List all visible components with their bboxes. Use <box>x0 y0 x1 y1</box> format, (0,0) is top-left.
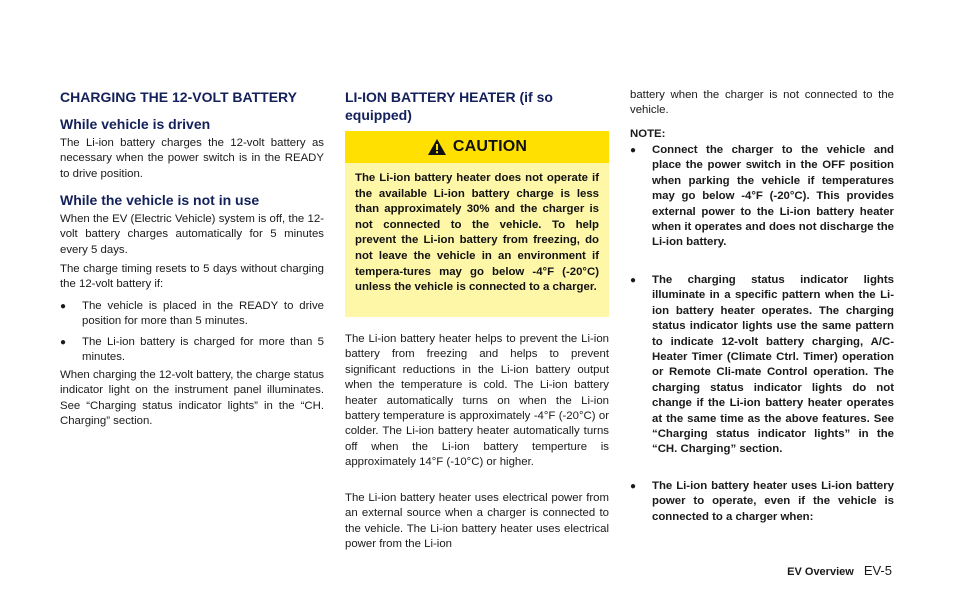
bullet-dot: ● <box>60 337 67 348</box>
list-item: ● Connect the charger to the vehicle and place the power switch in the OFF position when parking the vehicle if temperatures may go below -4°F (-20°C). This provides external power to the Li-ion battery heater when it operates and does not discharge the Li-ion battery. <box>630 144 894 249</box>
paragraph-charge-timing: The charge timing resets to 5 days without charging the 12-volt battery if: <box>60 263 324 291</box>
bullet-dot: ● <box>630 275 637 286</box>
paragraph-ev-off: When the EV (Electric Vehicle) system is off, the 12-volt battery charges automatically for 5 minutes every 5 days. <box>60 213 324 256</box>
list-item: ● The Li-ion battery heater uses Li-ion battery power to operate, even if the vehicle is connected to a charger when: <box>630 480 894 523</box>
bullet-dot: ● <box>60 301 67 312</box>
paragraph-while-driven: The Li-ion battery charges the 12-volt battery as necessary when the power switch is in the READY to drive position. <box>60 137 324 180</box>
section-heading-battery-heater: LI-ION BATTERY HEATER (if so equipped) <box>345 89 553 123</box>
list-item: ● The Li-ion battery is charged for more than 5 minutes. <box>60 336 324 364</box>
bullet-dot: ● <box>630 145 637 156</box>
paragraph-continued: battery when the charger is not connected to the vehicle. <box>630 89 894 117</box>
list-item: ● The vehicle is placed in the READY to drive position for more than 5 minutes. <box>60 300 324 328</box>
caution-box <box>345 131 609 317</box>
section-heading-12v-battery: CHARGING THE 12-VOLT BATTERY <box>60 89 297 105</box>
subheading-while-driven: While vehicle is driven <box>60 116 211 132</box>
note-label: NOTE: <box>630 128 666 140</box>
paragraph-heater-power: The Li-ion battery heater uses electrical power from an external source when a charger is connected to the vehicle. The Li-ion battery heater uses electrical power from the Li-ion <box>345 492 609 551</box>
caution-title: CAUTION <box>452 138 528 155</box>
paragraph-charge-indicator: When charging the 12-volt battery, the charge status indicator light on the instrument panel illuminates. See “Charging status indicator lights” in the “CH. Charging” section. <box>60 369 324 428</box>
caution-header <box>345 131 609 163</box>
paragraph-heater-function: The Li-ion battery heater helps to prevent the Li-ion battery from freezing and helps to prevent significant reductions in the Li-ion battery output when the temperature is cold. The Li-ion battery heater automatically turns on when the Li-ion battery temperature is approximately -4°F (-20°C) or colder. The Li-ion battery heater automatically turns off when the Li-ion battery temperture is approximately 14°F (-10°C) or higher. <box>345 333 609 469</box>
list-item: ● The charging status indicator lights illuminate in a specific pattern when the Li-ion battery heater operates. The charging status indicator lights use the same pattern to indicate 12-volt battery charging, A/C-Heater Timer (Climate Ctrl. Timer) operation or Remote Cli-mate Control operation. The charging status indicator lights do not change if the Li-ion battery heater operates at the same time as the above features. See “Charging status indicator lights” in the “CH. Charging” section. <box>630 274 894 456</box>
footer-section-name: EV Overview <box>787 566 854 578</box>
page-footer <box>787 563 892 580</box>
bullet-dot: ● <box>630 481 637 492</box>
subheading-not-in-use: While the vehicle is not in use <box>60 192 260 208</box>
warning-triangle-icon <box>427 138 447 156</box>
page-number: EV-5 <box>863 563 892 578</box>
caution-text: The Li-ion battery heater does not operate if the available Li-ion battery charge is less than approximately 30% and the charger is not connected to the vehicle. To help prevent the Li-ion battery from freezing, do not leave the vehicle in an environment if tempera-tures may go below -4°F (-20°C) unless the vehicle is connected to a charger. <box>355 172 599 294</box>
